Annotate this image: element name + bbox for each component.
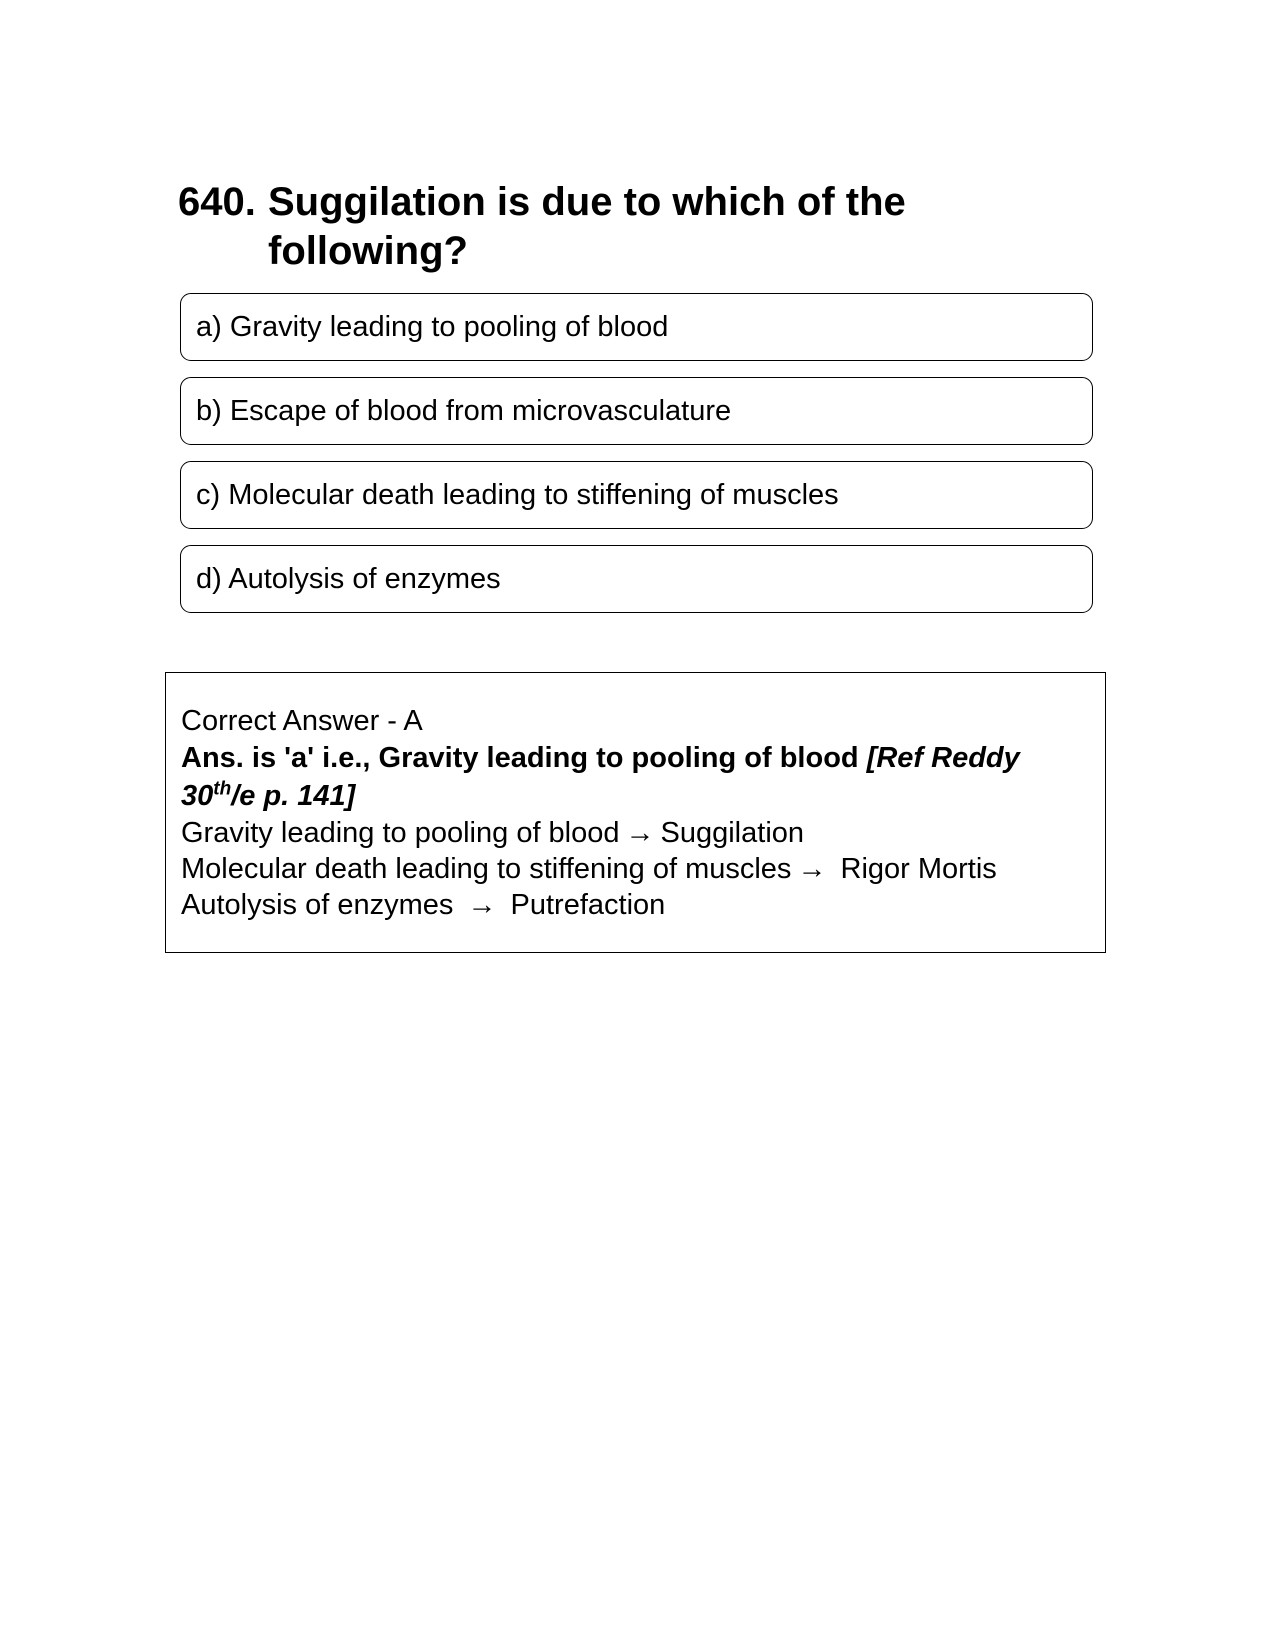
reference-end: /e p. 141]	[231, 780, 356, 812]
option-c[interactable]: c) Molecular death leading to stiffening of muscles	[180, 461, 1093, 529]
arrow-icon: →	[797, 853, 827, 885]
relation-effect: Suggilation	[660, 817, 805, 849]
relation-effect: Rigor Mortis	[840, 853, 997, 885]
relation-cause: Gravity leading to pooling of blood	[181, 817, 620, 849]
reference-start: [Ref Reddy 30	[181, 742, 1020, 812]
relation-effect: Putrefaction	[510, 889, 666, 921]
question-heading	[178, 178, 978, 276]
relation-cause: Autolysis of enzymes	[181, 889, 454, 921]
explanation-text: Ans. is 'a' i.e., Gravity leading to pooling of blood	[181, 742, 867, 774]
options-list	[180, 293, 1093, 629]
relation-line-2	[181, 851, 1090, 887]
relation-line-3	[181, 887, 1090, 923]
reference-superscript: th	[213, 778, 232, 800]
arrow-icon: →	[467, 889, 497, 921]
answer-box	[165, 672, 1106, 953]
question-number: 640.	[178, 180, 256, 224]
correct-answer: Correct Answer - A	[181, 705, 423, 737]
relation-cause: Molecular death leading to stiffening of muscles	[181, 853, 792, 885]
relation-line-1	[181, 815, 1090, 851]
option-d[interactable]: d) Autolysis of enzymes	[180, 545, 1093, 613]
arrow-icon: →	[625, 817, 655, 849]
question-text: Suggilation is due to which of the following?	[268, 180, 906, 273]
option-a[interactable]: a) Gravity leading to pooling of blood	[180, 293, 1093, 361]
answer-explanation	[181, 739, 1090, 815]
option-b[interactable]: b) Escape of blood from microvasculature	[180, 377, 1093, 445]
